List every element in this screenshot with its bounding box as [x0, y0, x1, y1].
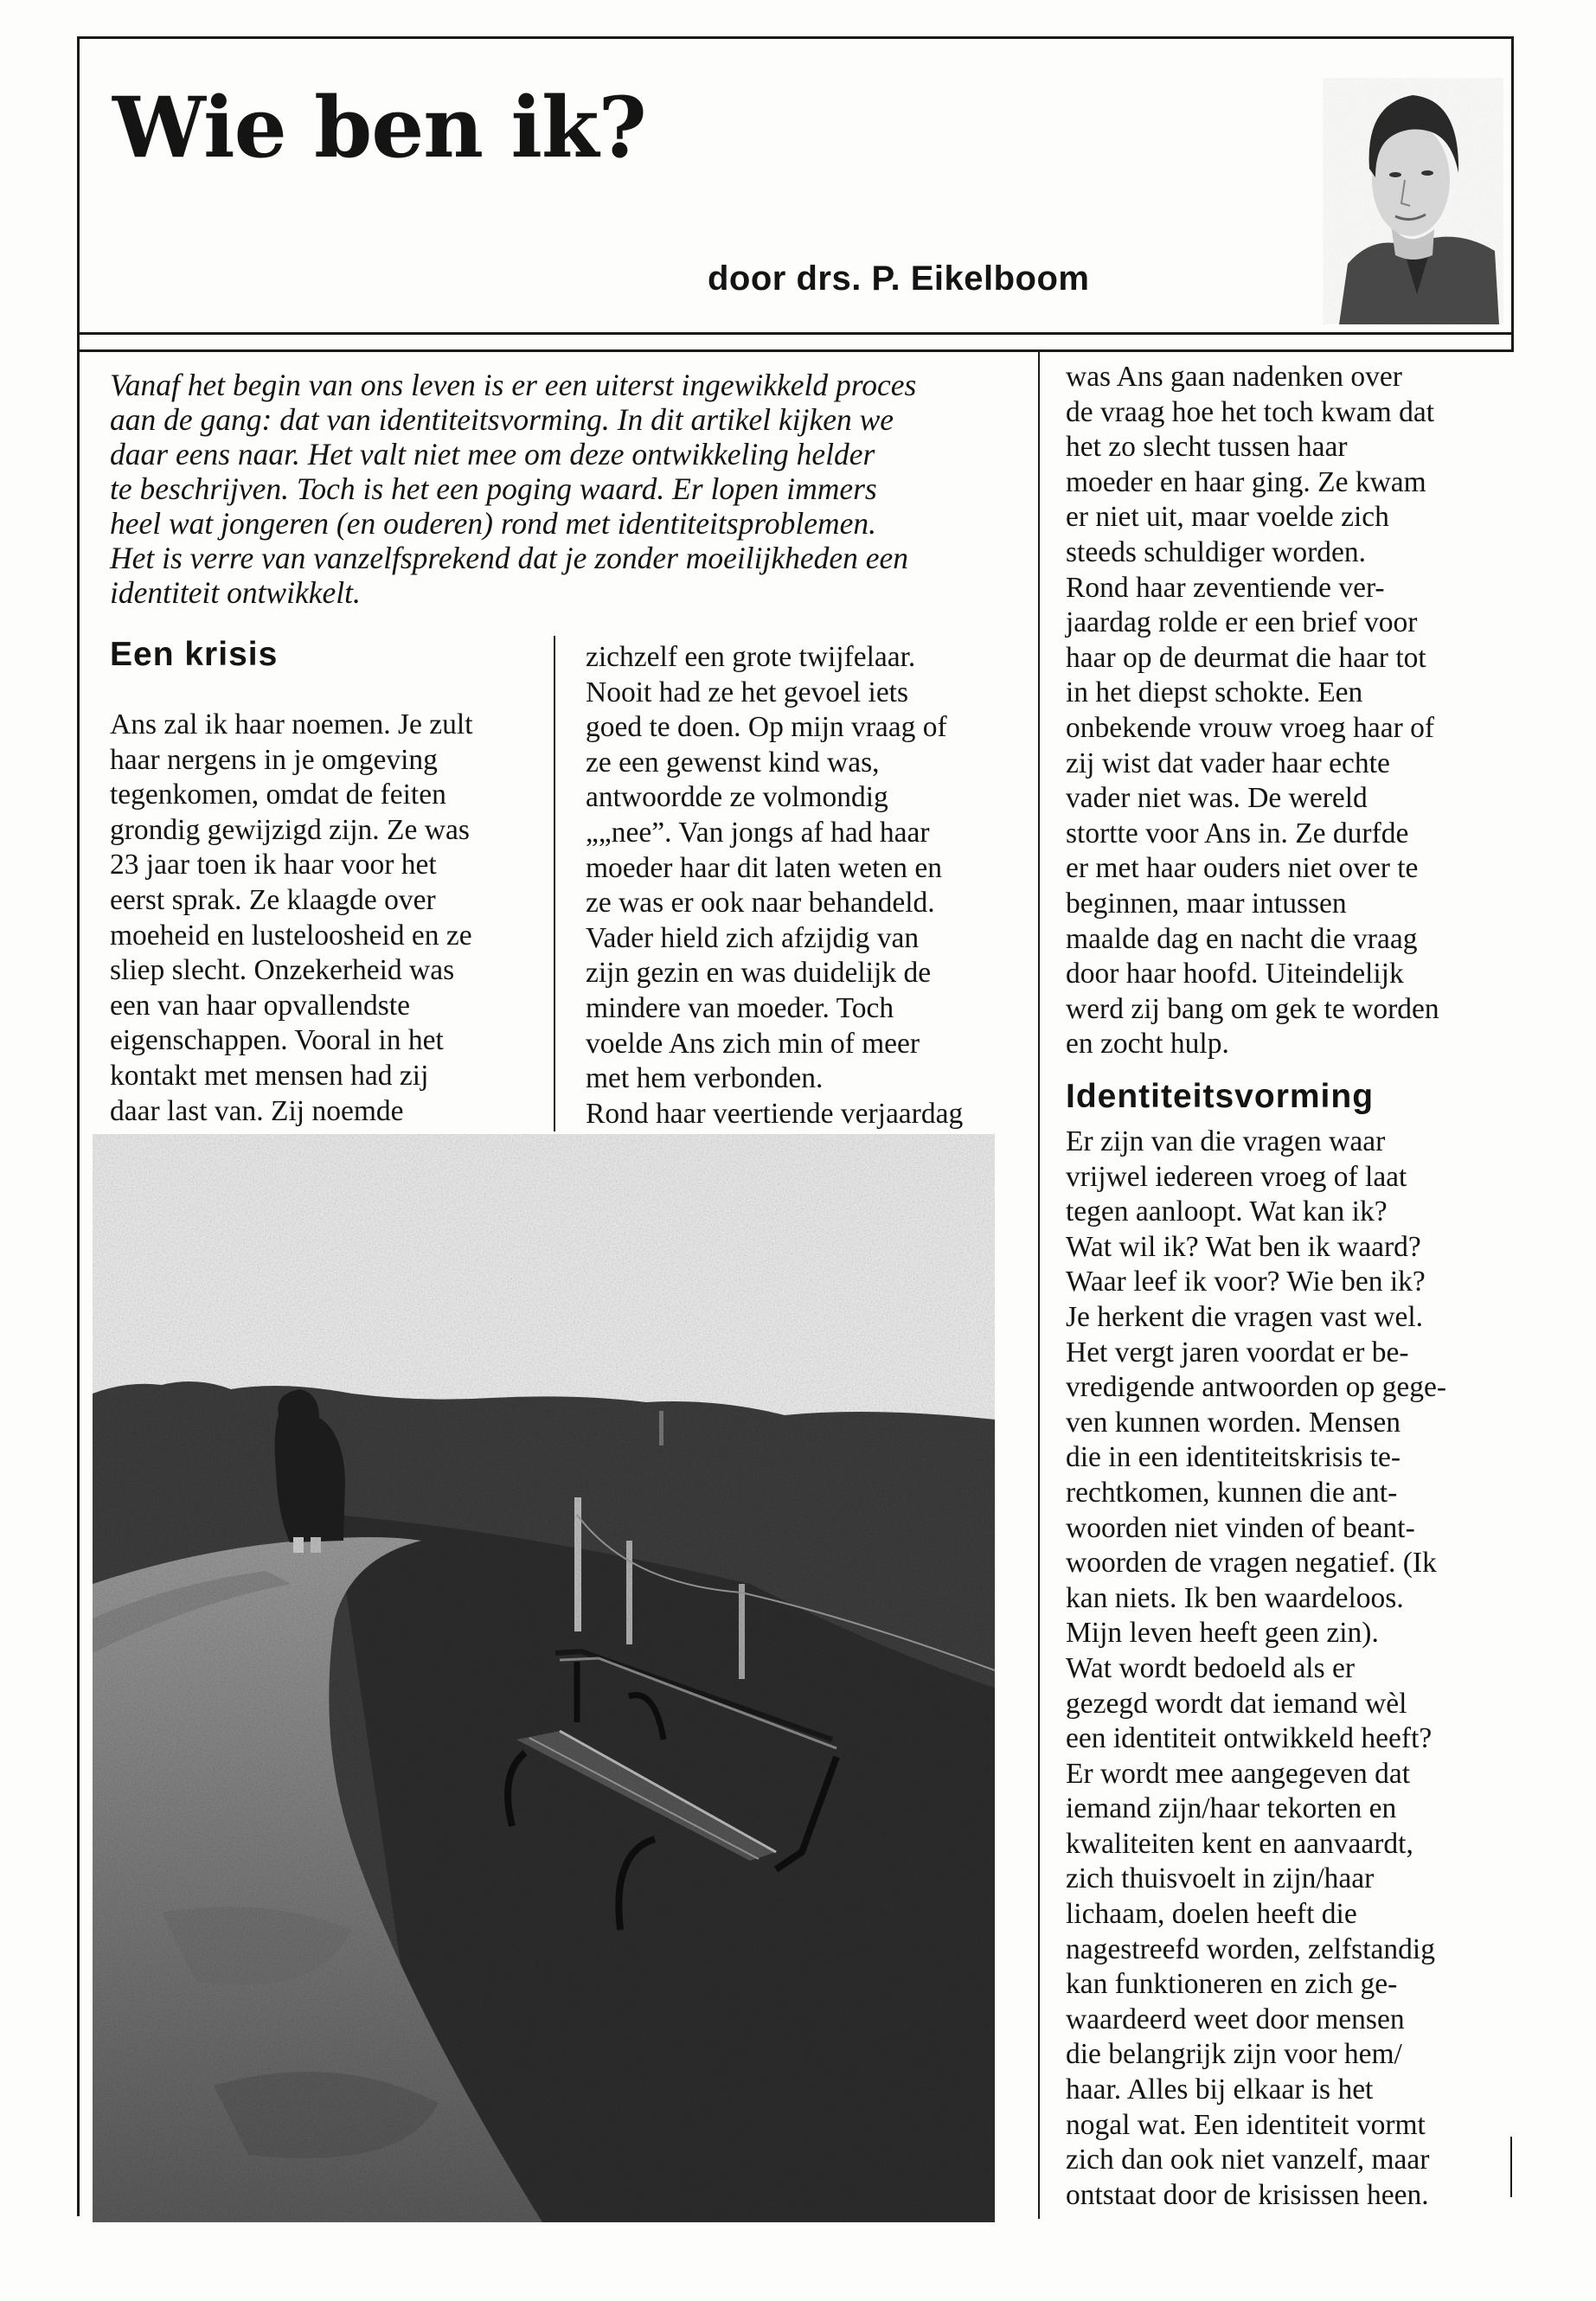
body-line: Rond haar veertiende verjaardag — [586, 1097, 964, 1130]
intro-line: identiteit ontwikkelt. — [110, 575, 361, 610]
body-line: zich thuisvoelt in zijn/haar — [1066, 1862, 1375, 1895]
body-column-1 — [110, 708, 473, 1129]
body-column-2 — [586, 640, 963, 1131]
frame-left-rule — [77, 36, 80, 2216]
body-line: maalde dag en nacht die vraag — [1066, 922, 1418, 955]
body-line: goed te doen. Op mijn vraag of — [586, 711, 947, 744]
body-line: vredigende antwoorden op gege- — [1066, 1371, 1446, 1404]
body-line: zij wist dat vader haar echte — [1066, 747, 1390, 779]
body-line: was Ans gaan nadenken over — [1066, 361, 1402, 393]
body-line: tegen aanloopt. Wat kan ik? — [1066, 1195, 1388, 1228]
body-line: mindere van moeder. Toch — [586, 991, 894, 1024]
body-line: kontakt met mensen had zij — [110, 1059, 429, 1092]
frame-top-rule — [78, 36, 1514, 39]
frame-right-rule — [1511, 36, 1514, 351]
body-line: kan funktioneren en zich ge- — [1066, 1968, 1398, 2001]
body-line: in het diepst schokte. Een — [1066, 676, 1363, 709]
body-line: woorden niet vinden of beant- — [1066, 1511, 1415, 1544]
body-line: stortte voor Ans in. Ze durfde — [1066, 817, 1409, 849]
body-line: daar last van. Zij noemde — [110, 1094, 404, 1127]
body-line: Je herkent die vragen vast wel. — [1066, 1300, 1424, 1333]
body-line: sliep slecht. Onzekerheid was — [110, 954, 455, 987]
body-line: Het vergt jaren voordat er be- — [1066, 1336, 1409, 1368]
body-line: Wat wordt bedoeld als er — [1066, 1651, 1356, 1684]
body-line: de vraag hoe het toch kwam dat — [1066, 395, 1435, 428]
body-line: moeder en haar ging. Ze kwam — [1066, 465, 1426, 498]
body-line: eerst sprak. Ze klaagde over — [110, 883, 436, 916]
body-line: ontstaat door de krisissen heen. — [1066, 2178, 1429, 2211]
body-line: door haar hoofd. Uiteindelijk — [1066, 958, 1404, 990]
intro-line: heel wat jongeren (en ouderen) rond met identiteitsproblemen. — [110, 506, 876, 541]
body-line: vader niet was. De wereld — [1066, 782, 1368, 815]
author-portrait-photo — [1322, 78, 1503, 324]
body-line: 23 jaar toen ik haar voor het — [110, 849, 437, 881]
body-line: met hem verbonden. — [586, 1062, 824, 1095]
body-line: er niet uit, maar voelde zich — [1066, 501, 1389, 534]
body-line: nagestreefd worden, zelfstandig — [1066, 1932, 1435, 1965]
body-line: ze was er ook naar behandeld. — [586, 887, 935, 920]
body-line: eigenschappen. Vooral in het — [110, 1024, 444, 1057]
body-line: rechtkomen, kunnen die ant- — [1066, 1476, 1398, 1509]
photo-image — [93, 1134, 995, 2222]
body-line: iemand zijn/haar tekorten en — [1066, 1792, 1397, 1825]
body-line: werd zij bang om gek te worden — [1066, 992, 1439, 1025]
body-line: ven kunnen worden. Mensen — [1066, 1406, 1401, 1439]
body-line: haar. Alles bij elkaar is het — [1066, 2073, 1374, 2106]
body-line: lichaam, doelen heeft die — [1066, 1898, 1357, 1931]
body-line: jaardag rolde er een brief voor — [1066, 606, 1418, 639]
body-line: nogal wat. Een identiteit vormt — [1066, 2108, 1426, 2141]
body-line: Vader hield zich afzijdig van — [586, 921, 920, 954]
body-line: zijn gezin en was duidelijk de — [586, 957, 932, 990]
body-line: een van haar opvallendste — [110, 989, 410, 1022]
intro-line: daar eens naar. Het valt niet mee om deze ontwikkeling helder — [110, 437, 875, 471]
body-line: „„nee”. Van jongs af had haar — [586, 816, 930, 849]
body-line: zich dan ook niet vanzelf, maar — [1066, 2144, 1430, 2176]
column-divider-1-2 — [554, 636, 555, 1131]
body-line: die in een identiteitskrisis te- — [1066, 1441, 1401, 1474]
body-line: ze een gewenst kind was, — [586, 746, 880, 779]
article-intro — [110, 368, 1018, 610]
body-line: er met haar ouders niet over te — [1066, 852, 1419, 885]
body-line: antwoordde ze volmondig — [586, 781, 888, 814]
body-line: het zo slecht tussen haar — [1066, 431, 1348, 464]
section-heading-identiteitsvorming: Identiteitsvorming — [1066, 1078, 1375, 1115]
portrait-image — [1322, 78, 1503, 324]
body-line: haar op de deurmat die haar tot — [1066, 641, 1426, 674]
body-column-3-top — [1066, 360, 1439, 1062]
intro-line: te beschrijven. Toch is het een poging waard. Er lopen immers — [110, 471, 877, 506]
body-line: vrijwel iedereen vroeg of laat — [1066, 1160, 1407, 1193]
body-line: en zocht hulp. — [1066, 1028, 1229, 1061]
body-line: grondig gewijzigd zijn. Ze was — [110, 813, 470, 846]
body-line: Ans zal ik haar noemen. Je zult — [110, 708, 473, 740]
body-line: die belangrijk zijn voor hem/ — [1066, 2038, 1402, 2071]
body-line: kwaliteiten kent en aanvaardt, — [1066, 1827, 1413, 1860]
body-line: moeder haar dit laten weten en — [586, 851, 943, 884]
body-line: voelde Ans zich min of meer — [586, 1027, 920, 1060]
body-line: tegenkomen, omdat de feiten — [110, 779, 446, 811]
body-line: haar nergens in je omgeving — [110, 743, 438, 776]
body-line: kan niets. Ik ben waardeloos. — [1066, 1581, 1404, 1614]
header-second-rule — [78, 349, 1514, 352]
body-line: Rond haar zeventiende ver- — [1066, 571, 1385, 604]
body-line: moeheid en lusteloosheid en ze — [110, 919, 472, 952]
section-heading-een-krisis: Een krisis — [110, 636, 279, 673]
body-line: Mijn leven heeft geen zin). — [1066, 1617, 1379, 1650]
body-line: Waar leef ik voor? Wie ben ik? — [1066, 1266, 1426, 1298]
right-column-divider — [1038, 350, 1040, 2219]
body-line: Wat wil ik? Wat ben ik waard? — [1066, 1230, 1421, 1263]
body-line: zichzelf een grote twijfelaar. — [586, 641, 916, 673]
body-line: een identiteit ontwikkeld heeft? — [1066, 1722, 1433, 1755]
intro-line: Vanaf het begin van ons leven is er een uiterst ingewikkeld proces — [110, 368, 917, 402]
intro-line: Het is verre van vanzelfsprekend dat je zonder moeilijkheden een — [110, 541, 909, 575]
article-title: Wie ben ik? — [112, 79, 646, 176]
body-line: Er zijn van die vragen waar — [1066, 1125, 1386, 1157]
article-photo-dune-path-bench — [93, 1134, 995, 2222]
body-line: woorden de vragen negatief. (Ik — [1066, 1547, 1437, 1580]
body-line: steeds schuldiger worden. — [1066, 535, 1367, 568]
body-line: beginnen, maar intussen — [1066, 887, 1347, 920]
body-line: Er wordt mee aangegeven dat — [1066, 1757, 1411, 1790]
frame-right-lower-rule — [1510, 2137, 1512, 2197]
body-line: onbekende vrouw vroeg haar of — [1066, 711, 1435, 744]
body-line: waardeerd weet door mensen — [1066, 2003, 1405, 2035]
body-line: Nooit had ze het gevoel iets — [586, 676, 909, 708]
header-bottom-rule — [78, 332, 1514, 335]
intro-line: aan de gang: dat van identiteitsvorming. In dit artikel kijken we — [110, 402, 894, 437]
body-column-3-bottom — [1066, 1125, 1446, 2213]
author-byline: door drs. P. Eikelboom — [708, 260, 1090, 298]
body-line: gezegd wordt dat iemand wèl — [1066, 1687, 1407, 1720]
